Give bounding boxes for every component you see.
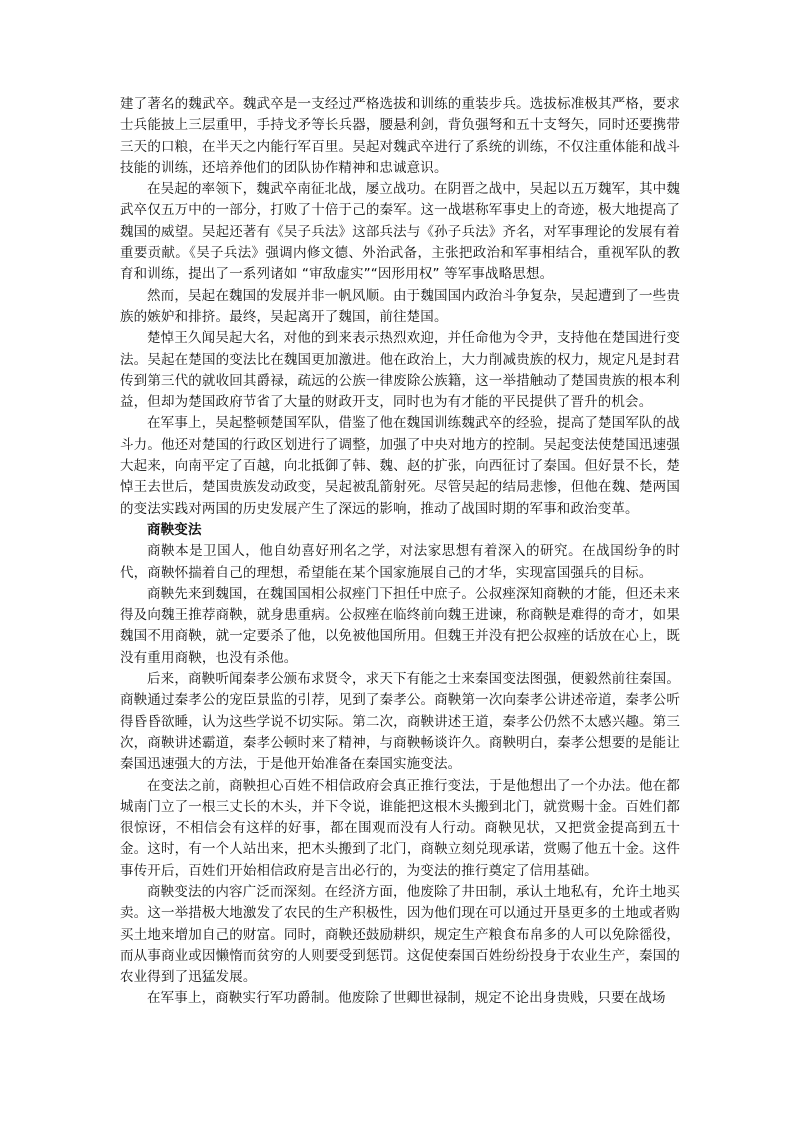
paragraph: 在军事上，吴起整顿楚国军队，借鉴了他在魏国训练魏武卒的经验，提高了楚国军队的战斗力。他还对楚国的行政区划进行了调整，加强了中央对地方的控制。吴起变法使楚国迅速强大起来，向南平定了百越，向北抵御了韩、魏、赵的扩张，向西征讨了秦国。但好景不长，楚悼王去世后，楚国贵族发动政变，吴起被乱箭射死。尽管吴起的结局悲惨，但他在魏、楚两国的变法实践对两国的历史发展产生了深远的影响，推动了战国时期的军事和政治变革。 — [120, 415, 680, 517]
paragraph: 在变法之前，商鞅担心百姓不相信政府会真正推行变法，于是他想出了一个办法。他在都城南门立了一根三丈长的木头，并下令说，谁能把这根木头搬到北门，就赏赐十金。百姓们都很惊讶，不相信会有这样的好事，都在围观而没有人行动。商鞅见状，又把赏金提高到五十金。这时，有一个人站出来，把木头搬到了北门，商鞅立刻兑现承诺，赏赐了他五十金。这件事传开后，百姓们开始相信政府是言出必行的，为变法的推行奠定了信用基础。 — [120, 777, 680, 879]
paragraph: 商鞅本是卫国人，他自幼喜好刑名之学，对法家思想有着深入的研究。在战国纷争的时代，商鞅怀揣着自己的理想，希望能在某个国家施展自己的才华，实现富国强兵的目标。 — [120, 543, 680, 581]
paragraph: 楚悼王久闻吴起大名，对他的到来表示热烈欢迎，并任命他为令尹，支持他在楚国进行变法。吴起在楚国的变法比在魏国更加激进。他在政治上，大力削减贵族的权力，规定凡是封君传到第三代的就收回其爵禄，疏远的公族一律废除公族籍，这一举措触动了楚国贵族的根本利益，但却为楚国政府节省了大量的财政开支，同时也为有才能的平民提供了晋升的机会。 — [120, 330, 680, 411]
paragraph: 在军事上，商鞅实行军功爵制。他废除了世卿世禄制，规定不论出身贵贱，只要在战场 — [147, 990, 666, 1007]
paragraph: 建了著名的魏武卒。魏武卒是一支经过严格选拔和训练的重装步兵。选拔标准极其严格，要求士兵能披上三层重甲，手持戈矛等长兵器，腰悬利剑，背负强弩和五十支弩矢，同时还要携带三天的口粮，在半天之内能行军百里。吴起对魏武卒进行了系统的训练，不仅注重体能和战斗技能的训练，还培养他们的团队协作精神和忠诚意识。 — [120, 96, 680, 176]
document-page — [120, 94, 680, 1010]
paragraph: 然而，吴起在魏国的发展并非一帆风顺。由于魏国国内政治斗争复杂，吴起遭到了一些贵族的嫉妒和排挤。最终，吴起离开了魏国，前往楚国。 — [120, 287, 680, 325]
paragraph: 后来，商鞅听闻秦孝公颁布求贤令，求天下有能之士来秦国变法图强，便毅然前往秦国。商鞅通过秦孝公的宠臣景监的引荐，见到了秦孝公。商鞅第一次向秦孝公讲述帝道，秦孝公听得昏昏欲睡，认为这些学说不切实际。第二次，商鞅讲述王道，秦孝公仍然不太感兴趣。第三次，商鞅讲述霸道，秦孝公顿时来了精神，与商鞅畅谈许久。商鞅明白，秦孝公想要的是能让秦国迅速强大的方法，于是他开始准备在秦国实施变法。 — [120, 671, 680, 773]
section-heading: 商鞅变法 — [147, 521, 202, 538]
paragraph: 商鞅变法的内容广泛而深刻。在经济方面，他废除了井田制，承认土地私有，允许土地买卖。这一举措极大地激发了农民的生产积极性，因为他们现在可以通过开垦更多的土地或者购买土地来增加自己的财富。同时，商鞅还鼓励耕织，规定生产粮食布帛多的人可以免除徭役，而从事商业或因懒惰而贫穷的人则要受到惩罚。这促使秦国百姓纷纷投身于农业生产，秦国的农业得到了迅猛发展。 — [120, 883, 680, 986]
paragraph: 在吴起的率领下，魏武卒南征北战，屡立战功。在阴晋之战中，吴起以五万魏军，其中魏武卒仅五万中的一部分，打败了十倍于己的秦军。这一战堪称军事史上的奇迹，极大地提高了魏国的威望。吴起还著有《吴子兵法》这部兵法与《孙子兵法》齐名，对军事理论的发展有着重要贡献。《吴子兵法》强调内修文德、外治武备，主张把政治和军事相结合，重视军队的教育和训练，提出了一系列诸如 “审敌虚实”“因形用权” 等军事战略思想。 — [120, 181, 680, 283]
paragraph: 商鞅先来到魏国，在魏国国相公叔痤门下担任中庶子。公叔痤深知商鞅的才能，但还未来得及向魏王推荐商鞅，就身患重病。公叔痤在临终前向魏王进谏，称商鞅是难得的奇才，如果魏国不用商鞅，就一定要杀了他，以免被他国所用。但魏王并没有把公叔痤的话放在心上，既没有重用商鞅，也没有杀他。 — [120, 585, 680, 666]
